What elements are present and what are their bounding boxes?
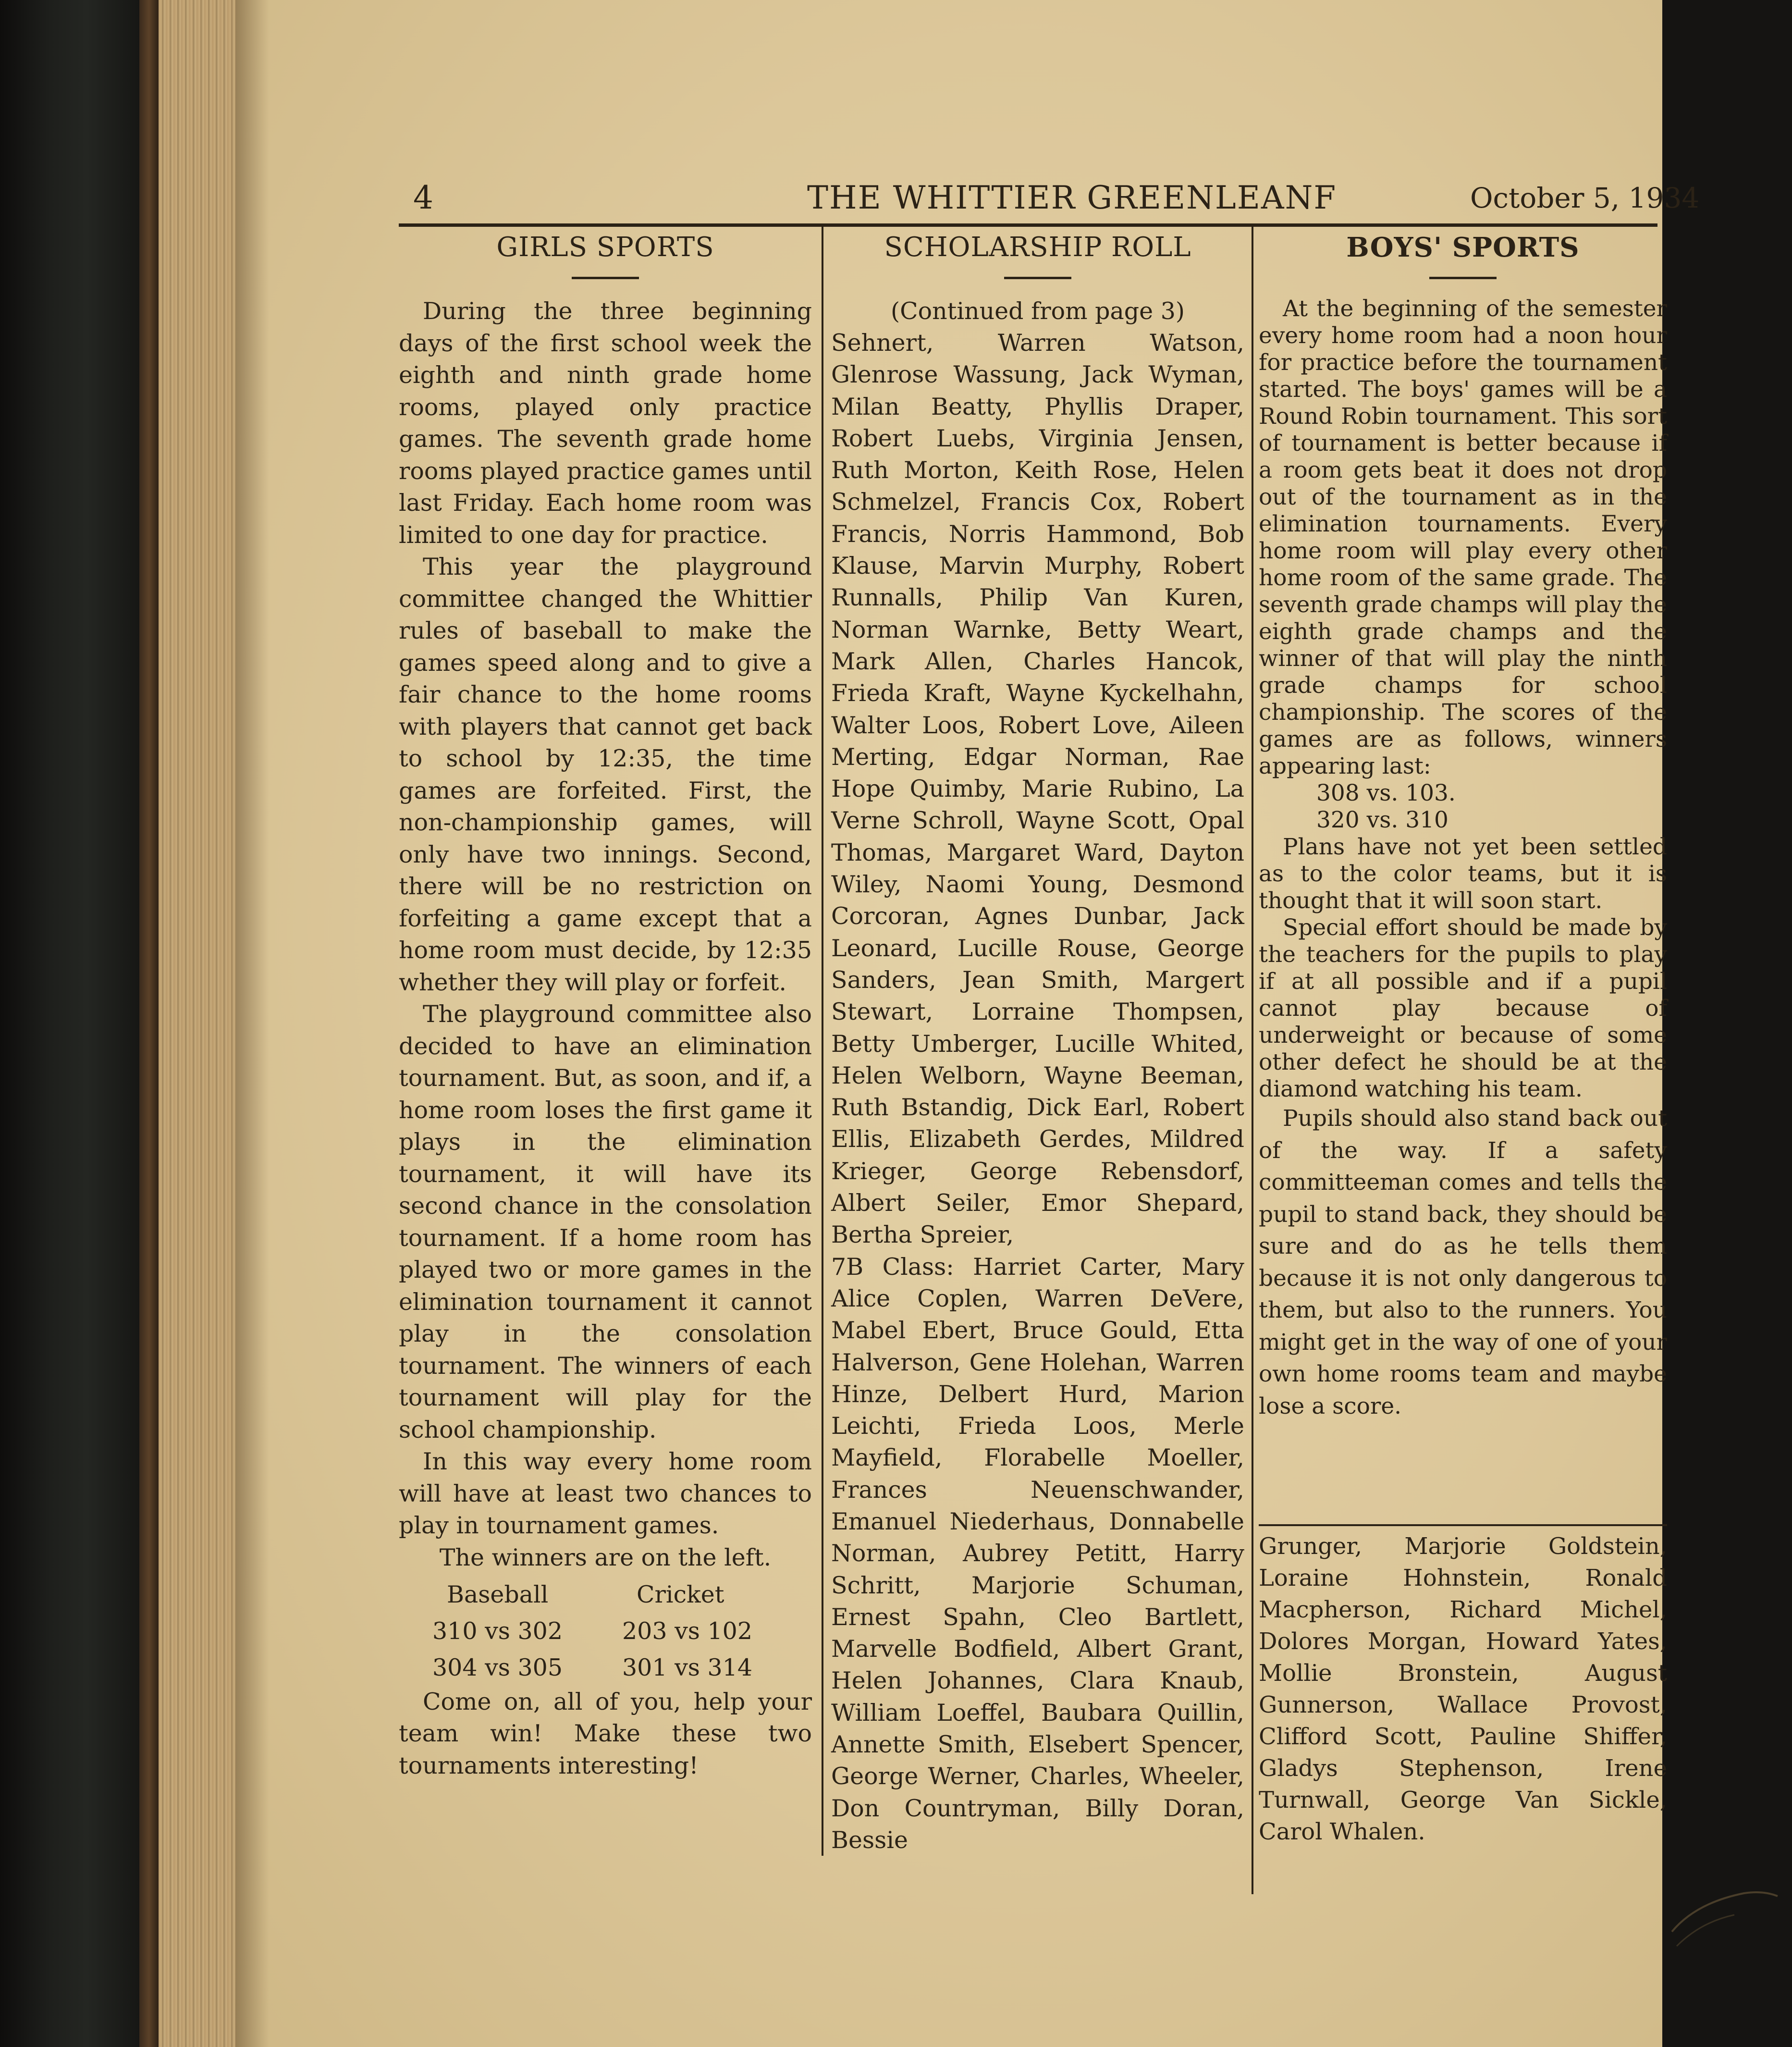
boys-sports-paragraph: At the beginning of the semester every home room had a noon hour for practice before the tournament started. The boys' games will be a Round Robin tournament. This sort of tournament is better because if a room gets beat it does not drop out of the tournament as in the elimination tournaments. Every home room will play every other home room of the same grade. The seventh grade champs will play the eighth grade champs and the winner of that will play the ninth grade champs for school championship. The scores of the games are as follows, winners appearing last:: [1259, 296, 1667, 779]
result-cell: 301 vs 314: [622, 1653, 753, 1681]
section-rule: [1259, 1524, 1667, 1526]
girls-sports-column: [399, 231, 812, 1782]
results-table: [399, 1577, 812, 1686]
boys-sports-column: [1259, 231, 1667, 1422]
book-cover: [0, 0, 144, 2047]
girls-sports-paragraph: In this way every home room will have at least two chances to play in tournament games.: [399, 1448, 812, 1539]
scholarship-roll-heading: SCHOLARSHIP ROLL: [884, 232, 1191, 263]
class-7b-names: 7B Class: Harriet Carter, Mary Alice Coplen, Warren DeVere, Mabel Ebert, Bruce Gould, Etta Halverson, Gene Holehan, Warren Hinze, Delbert Hurd, Marion Leichti, Frieda Loos, Merle Mayfield, Florabelle Moeller, Frances Neuenschwander, Emanuel Niederhaus, Donnabelle Norman, Aubrey Petitt, Harry Schritt, Marjorie Schuman, Ernest Spahn, Cleo Bartlett, Marvelle Bodfield, Albert Grant, Helen Johannes, Clara Knaub, William Loeffel, Baubara Quillin, Annette Smith, Elsebert Spencer, George Werner, Charles, Wheeler, Don Countryman, Billy Doran, Bessie: [831, 1253, 1244, 1854]
continued-note: (Continued from page 3): [891, 297, 1185, 325]
names-continued-block: [1259, 1530, 1667, 1848]
boys-sports-heading: BOYS' SPORTS: [1346, 232, 1580, 263]
score-line: 308 vs. 103.: [1316, 780, 1456, 806]
newspaper-title: THE WHITTIER GREENLEANF: [807, 179, 1337, 216]
header-rule: [399, 223, 1657, 227]
winners-note: The winners are on the left.: [439, 1543, 772, 1571]
heading-rule: [572, 277, 639, 279]
newspaper-page: [235, 0, 1700, 2047]
result-cell: 304 vs 305: [432, 1653, 563, 1681]
cricket-label: Cricket: [637, 1580, 724, 1608]
boys-sports-paragraph: Special effort should be made by the teachers for the pupils to play if at all possible and if a pupil cannot play because of underweight or because of some other defect he should be at the diamond watching his team.: [1259, 914, 1667, 1102]
page-edges: [159, 0, 235, 2047]
column-divider-1: [822, 227, 823, 1856]
girls-sports-closing: Come on, all of you, help your team win! Make these two tournaments interesting!: [399, 1688, 812, 1779]
score-line: 320 vs. 310: [1316, 807, 1448, 833]
result-cell: 203 vs 102: [622, 1617, 753, 1645]
boys-sports-paragraph: Plans have not yet been settled as to the color teams, but it is thought that it will soon start.: [1259, 834, 1667, 914]
girls-sports-paragraph: The playground committee also decided to have an elimination tournament. But, as soon, and if, a home room loses the first game it plays in the elimination tournament, it will have its second chance in the consolation tournament. If a home room has played two or more games in the elimination tournament it cannot play in the consolation tournament. The winners of each tournament will play for the school championship.: [399, 1000, 812, 1443]
girls-sports-heading: GIRLS SPORTS: [496, 232, 714, 263]
book-spine: [139, 0, 159, 2047]
scholarship-names: Sehnert, Warren Watson, Glenrose Wassung, Jack Wyman, Milan Beatty, Phyllis Draper, Robert Luebs, Virginia Jensen, Ruth Morton, Keith Rose, Helen Schmelzel, Francis Cox, Robert Francis, Norris Hammond, Bob Klause, Marvin Murphy, Robert Runnalls, Philip Van Kuren, Norman Warnke, Betty Weart, Mark Allen, Charles Hancok, Frieda Kraft, Wayne Kyckelhahn, Walter Loos, Robert Love, Aileen Merting, Edgar Norman, Rae Hope Quimby, Marie Rubino, La Verne Schroll, Wayne Scott, Opal Thomas, Margaret Ward, Dayton Wiley, Naomi Young, Desmond Corcoran, Agnes Dunbar, Jack Leonard, Lucille Rouse, George Sanders, Jean Smith, Margert Stewart, Lorraine Thompsen, Betty Umberger, Lucille Whited, Helen Welborn, Wayne Beeman, Ruth Bstandig, Dick Earl, Robert Ellis, Elizabeth Gerdes, Mildred Krieger, George Rebensdorf, Albert Seiler, Emor Shepard, Bertha Spreier,: [831, 329, 1244, 1249]
paper-crease-mark: [1667, 1874, 1792, 1970]
names-continued: Grunger, Marjorie Goldstein, Loraine Hohnstein, Ronald Macpherson, Richard Michel, Dolores Morgan, Howard Yates, Mollie Bronstein, August Gunnerson, Wallace Provost, Clifford Scott, Pauline Shiffer, Gladys Stephenson, Irene Turnwall, George Van Sickle, Carol Whalen.: [1259, 1533, 1667, 1845]
girls-sports-paragraph: This year the playground committee changed the Whittier rules of baseball to make the games speed along and to give a fair chance to the home rooms with players that cannot get back to school by 12:35, the time games are forfeited. First, the non-championship games, will only have two innings. Second, there will be no restriction on forfeiting a game except that a home room must decide, by 12:35 whether they will play or forfeit.: [399, 553, 812, 996]
issue-date: October 5, 1934: [1470, 182, 1700, 214]
heading-rule: [1004, 277, 1071, 279]
scholarship-roll-column: [831, 231, 1244, 1856]
girls-sports-paragraph: During the three beginning days of the first school week the eighth and ninth grade home rooms, played only practice games. The seventh grade home rooms played practice games until last Friday. Each home room was limited to one day for practice.: [399, 297, 812, 549]
result-cell: 310 vs 302: [432, 1617, 563, 1645]
column-divider-2: [1252, 227, 1253, 1894]
gutter-shadow: [235, 0, 269, 2047]
page-number: 4: [413, 179, 433, 216]
boys-sports-paragraph: Pupils should also stand back out of the way. If a safety committeeman comes and tells the pupil to stand back, they should be sure and do as he tells them because it is not only dangerous to them, but also to the runners. You might get in the way of one of your own home rooms team and maybe lose a score.: [1259, 1105, 1667, 1419]
baseball-label: Baseball: [447, 1580, 549, 1608]
heading-rule: [1429, 277, 1497, 279]
